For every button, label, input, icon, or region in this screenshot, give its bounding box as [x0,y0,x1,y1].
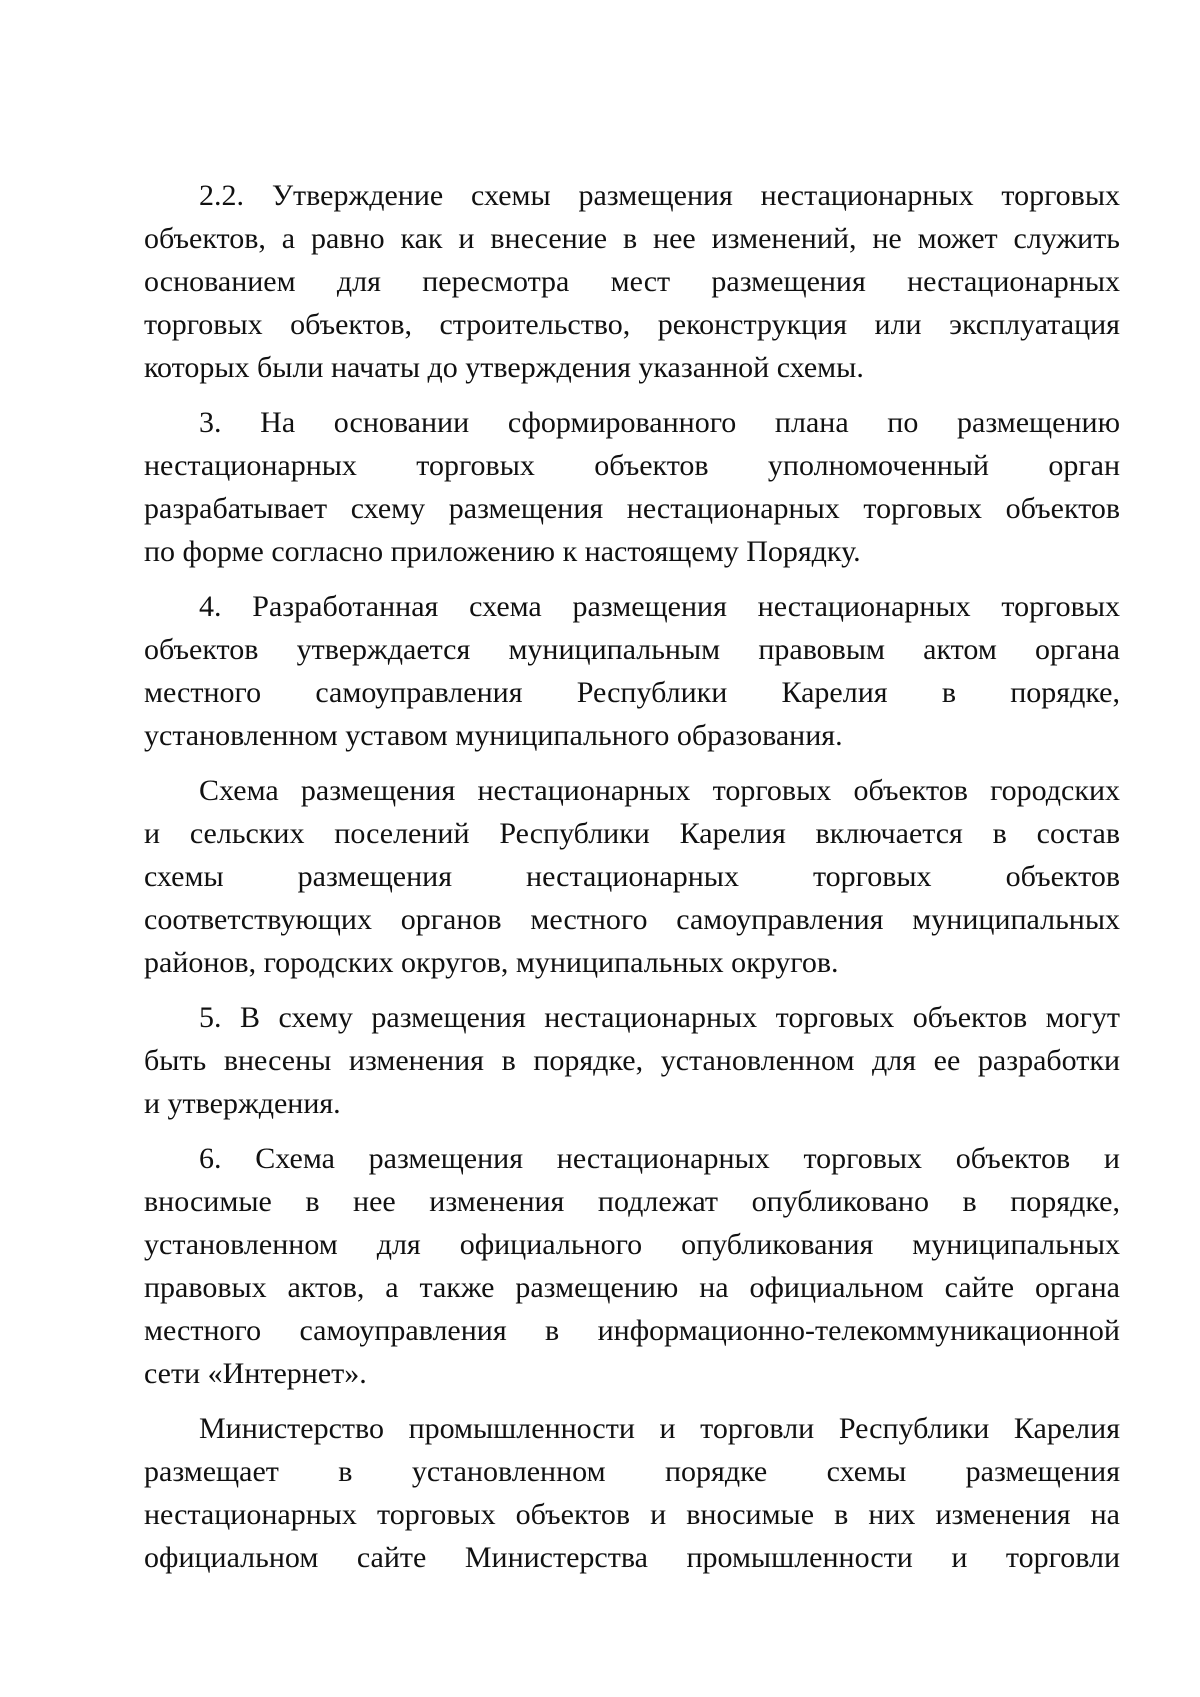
text-line: правовых актов, а также размещению на официальном сайте органа [144,1271,1120,1304]
text-line: разрабатывает схему размещения нестационарных торговых объектов [144,492,1120,525]
text-line: 3. На основании сформированного плана по размещению [199,406,1120,439]
text-line: сети «Интернет». [144,1357,367,1390]
text-line: Министерство промышленности и торговли Республики Карелия [199,1412,1120,1445]
text-line: схемы размещения нестационарных торговых объектов [144,860,1120,893]
text-line: районов, городских округов, муниципальных округов. [144,946,839,979]
paragraph-4-continuation [144,769,1120,984]
text-line: 6. Схема размещения нестационарных торговых объектов и [199,1142,1120,1175]
text-line: и сельских поселений Республики Карелия включается в состав [144,817,1120,850]
text-line: местного самоуправления в информационно-телекоммуникационной [144,1314,1120,1347]
text-line: объектов, а равно как и внесение в нее изменений, не может служить [144,222,1120,255]
text-line: по форме согласно приложению к настоящему Порядку. [144,535,861,568]
text-line: которых были начаты до утверждения указанной схемы. [144,351,864,384]
paragraph-5 [144,996,1120,1125]
text-line: соответствующих органов местного самоуправления муниципальных [144,903,1120,936]
paragraph-3 [144,401,1120,573]
text-line: размещает в установленном порядке схемы размещения [144,1455,1120,1488]
text-line: установленном уставом муниципального образования. [144,719,843,752]
paragraph-6-continuation [144,1407,1120,1579]
text-line: торговых объектов, строительство, реконструкция или эксплуатация [144,308,1120,341]
text-line: 5. В схему размещения нестационарных торговых объектов могут [199,1001,1120,1034]
text-line: установленном для официального опубликования муниципальных [144,1228,1120,1261]
text-line: 4. Разработанная схема размещения нестационарных торговых [199,590,1120,623]
document-body [144,174,1120,1591]
text-line: Схема размещения нестационарных торговых объектов городских [199,774,1120,807]
paragraph-2-2 [144,174,1120,389]
text-line: и утверждения. [144,1087,341,1120]
text-line: основанием для пересмотра мест размещения нестационарных [144,265,1120,298]
text-line: нестационарных торговых объектов и вносимые в них изменения на [144,1498,1120,1531]
text-line: официальном сайте Министерства промышленности и торговли [144,1541,1120,1574]
text-line: нестационарных торговых объектов уполномоченный орган [144,449,1120,482]
text-line: быть внесены изменения в порядке, установленном для ее разработки [144,1044,1120,1077]
paragraph-6 [144,1137,1120,1395]
text-line: объектов утверждается муниципальным правовым актом органа [144,633,1120,666]
text-line: 2.2. Утверждение схемы размещения нестационарных торговых [199,179,1120,212]
text-line: местного самоуправления Республики Карелия в порядке, [144,676,1120,709]
text-line: вносимые в нее изменения подлежат опубликовано в порядке, [144,1185,1120,1218]
paragraph-4 [144,585,1120,757]
